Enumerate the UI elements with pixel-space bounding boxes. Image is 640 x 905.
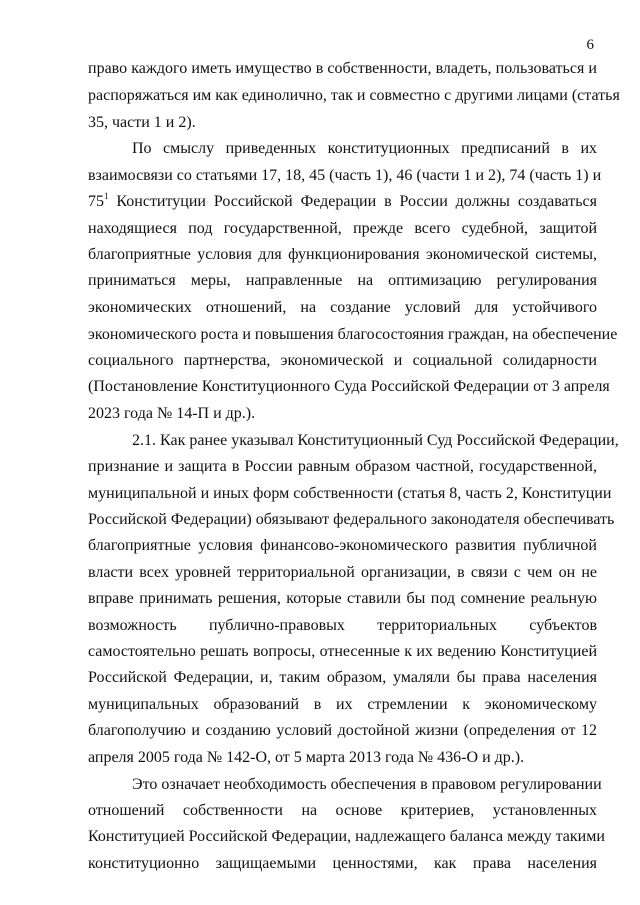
paragraph-3-line-11: муниципальных образований в их стремлении к экономическому bbox=[88, 696, 597, 713]
paragraph-2-line-11: 2023 года № 14-П и др.). bbox=[88, 405, 256, 422]
paragraph-2-line-6: приниматься меры, направленные на оптимизацию регулирования bbox=[88, 272, 597, 289]
paragraph-4-line-2: отношений собственности на основе критериев, установленных bbox=[88, 802, 597, 819]
paragraph-3-line-3: муниципальной и иных форм собственности (статья 8, часть 2, Конституции bbox=[88, 485, 612, 502]
paragraph-1-line-3: 35, части 1 и 2). bbox=[88, 114, 196, 131]
paragraph-4-line-3: Конституцией Российской Федерации, надлежащего баланса между такими bbox=[88, 828, 605, 845]
paragraph-1-line-2: распоряжаться им как единолично, так и совместно с другими лицами (статья bbox=[88, 87, 620, 104]
paragraph-3-line-2: признание и защита в России равным образом частной, государственной, bbox=[88, 458, 597, 475]
paragraph-4-line-4: конституционно защищаемыми ценностями, как права населения bbox=[88, 855, 597, 872]
paragraph-3-line-9: самостоятельно решать вопросы, отнесенные к их ведению Конституцией bbox=[88, 643, 597, 660]
paragraph-3-line-12: благополучию и созданию условий достойной жизни (определения от 12 bbox=[88, 722, 597, 739]
article-superscript: 1 bbox=[104, 191, 109, 201]
paragraph-4-line-1: Это означает необходимость обеспечения в правовом регулировании bbox=[132, 776, 602, 793]
paragraph-2-line-10: (Постановление Конституционного Суда Российской Федерации от 3 апреля bbox=[88, 378, 610, 395]
paragraph-3-line-1: 2.1. Как ранее указывал Конституционный Суд Российской Федерации, bbox=[132, 432, 619, 449]
paragraph-2-line-8: экономического роста и повышения благосостояния граждан, на обеспечение bbox=[88, 326, 618, 343]
paragraph-2-line-3 bbox=[88, 191, 597, 213]
paragraph-2-line-2: взаимосвязи со статьями 17, 18, 45 (часть 1), 46 (части 1 и 2), 74 (часть 1) и bbox=[88, 167, 602, 184]
paragraph-2-line-5: благоприятные условия для функционирования экономической системы, bbox=[88, 246, 597, 263]
paragraph-3-line-7: вправе принимать решения, которые ставили бы под сомнение реальную bbox=[88, 590, 597, 607]
paragraph-1-line-1: право каждого иметь имущество в собственности, владеть, пользоваться и bbox=[88, 60, 597, 77]
paragraph-2-line-4: находящиеся под государственной, прежде всего судебной, защитой bbox=[88, 220, 597, 237]
paragraph-2-line-3-text: Конституции Российской Федерации в России должны создаваться bbox=[108, 193, 597, 210]
paragraph-2-line-7: экономических отношений, на создание условий для устойчивого bbox=[88, 299, 597, 316]
paragraph-3-line-8: возможность публично-правовых территориальных субъектов bbox=[88, 617, 597, 634]
paragraph-3-line-4: Российской Федерации) обязывают федерального законодателя обеспечивать bbox=[88, 511, 615, 528]
paragraph-3-line-13: апреля 2005 года № 142-О, от 5 марта 2013 года № 436-О и др.). bbox=[88, 749, 525, 766]
page-number: 6 bbox=[586, 37, 594, 53]
paragraph-3-line-6: власти всех уровней территориальной организации, в связи с чем он не bbox=[88, 564, 597, 581]
paragraph-2-line-1: По смыслу приведенных конституционных предписаний в их bbox=[132, 140, 597, 157]
paragraph-3-line-10: Российской Федерации, и, таким образом, умаляли бы права населения bbox=[88, 669, 597, 686]
paragraph-3-line-5: благоприятные условия финансово-экономического развития публичной bbox=[88, 537, 597, 554]
article-number: 75 bbox=[88, 193, 104, 210]
paragraph-2-line-9: социального партнерства, экономической и социальной солидарности bbox=[88, 352, 597, 369]
